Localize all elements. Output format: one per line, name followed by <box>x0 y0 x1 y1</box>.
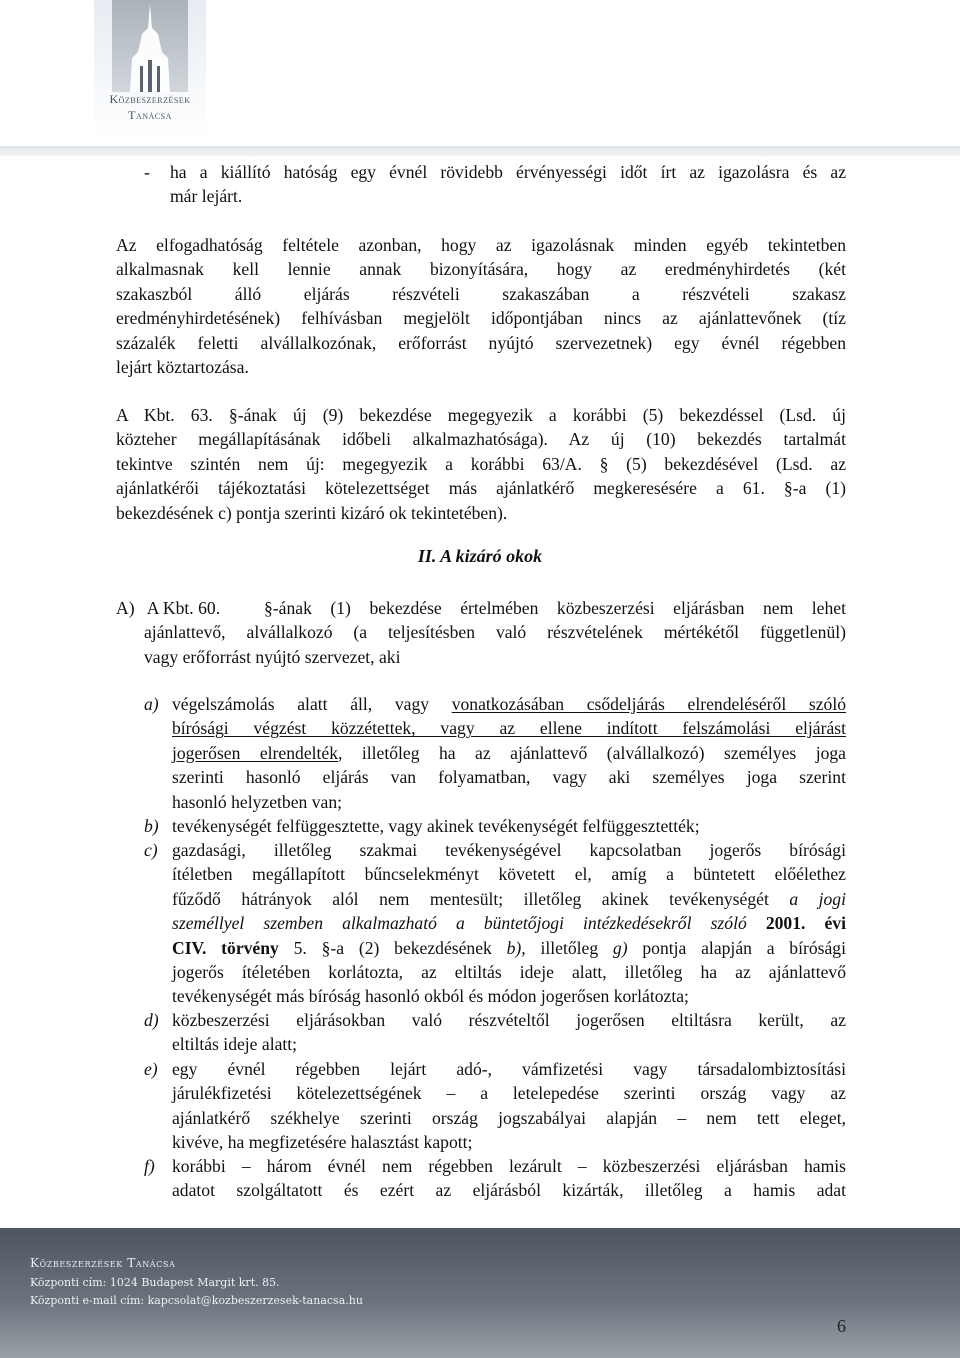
header-divider <box>0 146 960 156</box>
page-footer <box>0 1228 960 1358</box>
text-line <box>116 596 846 620</box>
text-span: 5. §-a (2) bekezdésének <box>278 937 507 958</box>
footer-email[interactable]: Központi e-mail cím: kapcsolat@kozbeszerzesek-tanacsa.hu <box>30 1294 363 1307</box>
text-line: jogerős ítéletében korlátozta, az eltiltás ideje alatt, illetőleg ha az ajánlattevő <box>172 961 846 982</box>
text-line: hasonló helyzetben van; <box>172 791 343 812</box>
text-line: eredményhirdetésének) felhívásban megjelölt időpontjában nincs az ajánlattevőnek (tíz <box>116 308 846 329</box>
text-line: ajánlatkérői tájékoztatási kötelezettséget más ajánlatkérő megkeresésére a 61. §-a (1) <box>116 478 846 499</box>
text-line: adatot szolgáltatott és ezért az eljárásból kizárták, illetőleg a hamis adat <box>172 1180 846 1201</box>
italic-span: g) <box>612 937 628 958</box>
text-span: §-ának (1) bekezdése értelmében közbeszerzési eljárásban nem lehet <box>264 598 846 618</box>
footer-org-name: Közbeszerzések Tanácsa <box>30 1256 176 1270</box>
logo-title-line2: Tanácsa <box>128 108 172 122</box>
item-label: e) <box>144 1059 158 1079</box>
text-line: tevékenységét felfüggesztette, vagy akinek tevékenységét felfüggesztették; <box>172 816 700 836</box>
text-line <box>172 936 846 960</box>
text-line: százalék feletti alvállalkozónak, erőforrást nyújtó szervezetnek) egy évnél régebben <box>116 332 846 353</box>
dash-line: már lejárt. <box>170 186 243 207</box>
text-span: A) A Kbt. 60. <box>116 598 221 618</box>
text-line: szakaszból álló eljárás részvételi szakaszában a részvételi szakasz <box>116 283 846 304</box>
footer-address: Központi cím: 1024 Budapest Margit krt. 85. <box>30 1276 280 1289</box>
logo <box>94 0 206 138</box>
text-span: pontja alapján a bírósági <box>627 937 846 958</box>
text-line: tevékenységét más bíróság hasonló okból és módon jogerősen korlátozta; <box>172 986 689 1007</box>
italic-span: b), <box>506 937 526 958</box>
page-number: 6 <box>837 1316 846 1336</box>
parliament-dome-icon <box>112 0 188 92</box>
paragraph-kbt-63 <box>116 403 846 525</box>
text-line: ajánlattevő, alvállalkozó (a teljesítésben való részvételének mértékétől függetlenül) <box>144 622 846 643</box>
bold-span: 2001. évi <box>765 913 846 934</box>
item-label: f) <box>144 1156 155 1176</box>
paragraph-elfogadhatosag <box>116 233 846 379</box>
item-label: a) <box>144 694 159 714</box>
text-span: illetőleg <box>525 937 613 958</box>
text-span: fűződő hátrányok alól nem mentesült; illetőleg akinek tevékenységét <box>172 888 790 909</box>
text-line <box>172 741 846 765</box>
text-line: korábbi – három évnél nem régebben lezárult – közbeszerzési eljárásban hamis <box>172 1156 846 1176</box>
bold-span: CIV. törvény <box>172 937 279 958</box>
text-line: gazdasági, illetőleg szakmai tevékenységével kapcsolatban jogerős bírósági <box>172 840 846 860</box>
text-line: közbeszerzési eljárásokban való részvételtől jogerősen eltiltásra került, az <box>172 1010 846 1030</box>
item-label: d) <box>144 1010 159 1030</box>
dash-marker: - <box>144 162 150 182</box>
underlined-span: jogerősen elrendelték <box>172 742 339 763</box>
underlined-span: vonatkozásában csődeljárás elrendeléséről szóló <box>451 694 846 714</box>
text-line <box>172 692 846 716</box>
text-line: eltiltás ideje alatt; <box>172 1034 298 1055</box>
text-line: lejárt köztartozása. <box>116 356 249 377</box>
italic-span: a jogi <box>789 888 846 909</box>
logo-title-line1: Közbeszerzések <box>109 92 191 106</box>
italic-span: személlyel szemben alkalmazható a büntetőjogi intézkedésekről szóló <box>172 913 766 934</box>
text-line: alkalmasnak kell lennie annak bizonyítására, hogy az eredményhirdetés (két <box>116 259 846 280</box>
text-line: kivéve, ha megfizetésére halasztást kapott; <box>172 1132 473 1153</box>
text-line: járulékfizetési kötelezettségének – a letelepedése szerinti ország vagy az <box>172 1083 846 1104</box>
item-label: c) <box>144 840 158 860</box>
text-line: egy évnél régebben lejárt adó-, vámfizetési vagy társadalombiztosítási <box>172 1059 846 1079</box>
text-line <box>172 887 846 911</box>
dash-line: ha a kiállító hatóság egy évnél rövidebb érvényességi időt írt az igazolásra és az <box>170 162 846 182</box>
text-line: bekezdésének c) pontja szerinti kizáró ok tekintetében). <box>116 502 508 523</box>
text-line: közteher megállapításának időbeli alkalmazhatósága). Az új (10) bekezdés tartalmát <box>116 429 846 450</box>
text-line: ajánlatkérő székhelye szerinti ország jogszabályai alapján – nem tett eleget, <box>172 1107 846 1128</box>
text-line <box>172 911 846 935</box>
text-line: tekintve szintén nem új: megegyezik a korábbi 63/A. § (5) bekezdésével (Lsd. az <box>116 453 846 474</box>
text-line: ítéletben megállapított bűncselekményt követett el, amíg a büntetett előélethez <box>172 864 846 885</box>
text-line: Az elfogadhatóság feltétele azonban, hogy az igazolásnak minden egyéb tekintetben <box>116 235 846 255</box>
paragraph-kbt-60 <box>116 596 846 669</box>
text-line: bírósági végzést közzétettek, vagy az ellene indított felszámolási eljárást <box>172 718 846 739</box>
text-span: , illetőleg ha az ajánlattevő (alvállalkozó) személyes joga <box>338 742 846 763</box>
text-span: végelszámolás alatt áll, vagy <box>172 694 452 714</box>
text-line: A Kbt. 63. §-ának új (9) bekezdése megegyezik a korábbi (5) bekezdéssel (Lsd. új <box>116 405 846 425</box>
text-line: szerinti hasonló eljárás van folyamatban, vagy aki személyes joga szerint <box>172 767 846 788</box>
section-heading: II. A kizáró okok <box>417 546 543 566</box>
text-line: vagy erőforrást nyújtó szervezet, aki <box>144 646 401 667</box>
item-label: b) <box>144 816 159 836</box>
